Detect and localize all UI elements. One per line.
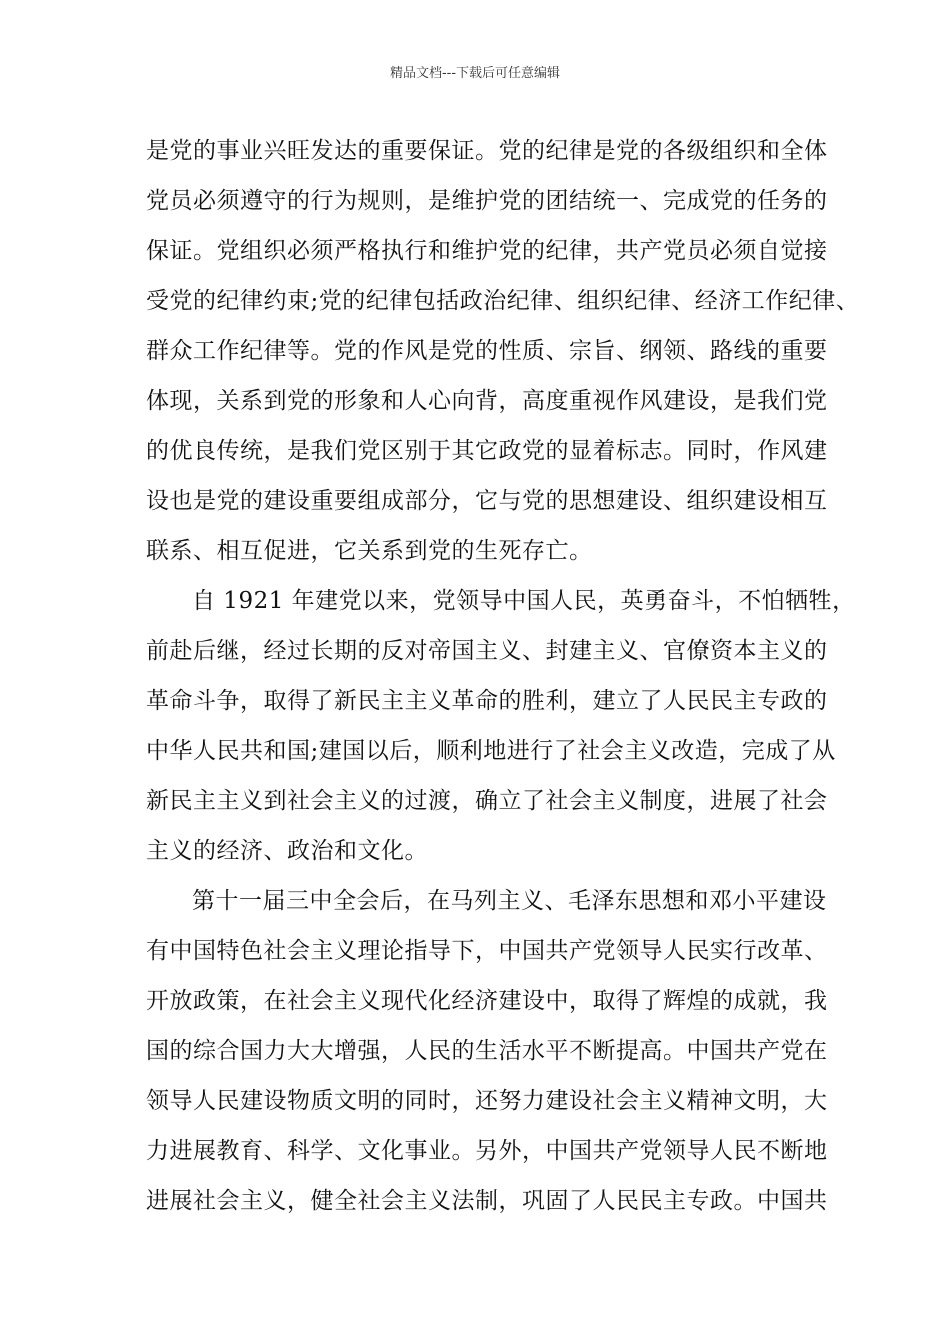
text-line: 领导人民建设物质文明的同时，还努力建设社会主义精神文明，大 (146, 1088, 828, 1114)
text-line: 受党的纪律约束;党的纪律包括政治纪律、组织纪律、经济工作纪律、 (146, 288, 860, 314)
page-header: 精品文档---下载后可任意编辑 (389, 66, 561, 81)
text-line: 主义的经济、政治和文化。 (146, 838, 428, 864)
text-line: 革命斗争，取得了新民主主义革命的胜利，建立了人民民主专政的 (146, 688, 828, 714)
paragraph-first-line: 第十一届三中全会后，在马列主义、毛泽东思想和邓小平建设 (192, 888, 827, 914)
text-line: 党员必须遵守的行为规则，是维护党的团结统一、完成党的任务的 (146, 188, 828, 214)
text-line: 有中国特色社会主义理论指导下，中国共产党领导人民实行改革、 (146, 938, 828, 964)
text-line: 国的综合国力大大增强，人民的生活水平不断提高。中国共产党在 (146, 1038, 828, 1064)
text-line: 体现，关系到党的形象和人心向背，高度重视作风建设，是我们党 (146, 388, 828, 414)
text-line: 前赴后继，经过长期的反对帝国主义、封建主义、官僚资本主义的 (146, 638, 828, 664)
text-line: 保证。党组织必须严格执行和维护党的纪律，共产党员必须自觉接 (146, 238, 828, 264)
text-line: 开放政策，在社会主义现代化经济建设中，取得了辉煌的成就，我 (146, 988, 828, 1014)
text-line: 进展社会主义，健全社会主义法制，巩固了人民民主专政。中国共 (146, 1188, 828, 1214)
text-line: 新民主主义到社会主义的过渡，确立了社会主义制度，进展了社会 (146, 788, 828, 814)
text-line: 联系、相互促进，它关系到党的生死存亡。 (146, 538, 593, 564)
text-line: 力进展教育、科学、文化事业。另外，中国共产党领导人民不断地 (146, 1138, 828, 1164)
text-line: 中华人民共和国;建国以后，顺利地进行了社会主义改造，完成了从 (146, 738, 836, 764)
text-line: 设也是党的建设重要组成部分，它与党的思想建设、组织建设相互 (146, 488, 828, 514)
text-line: 的优良传统，是我们党区别于其它政党的显着标志。同时，作风建 (146, 438, 828, 464)
paragraph-first-line: 自 1921 年建党以来，党领导中国人民，英勇奋斗，不怕牺牲， (192, 588, 856, 614)
text-line: 是党的事业兴旺发达的重要保证。党的纪律是党的各级组织和全体 (146, 138, 828, 164)
text-line: 群众工作纪律等。党的作风是党的性质、宗旨、纲领、路线的重要 (146, 338, 828, 364)
